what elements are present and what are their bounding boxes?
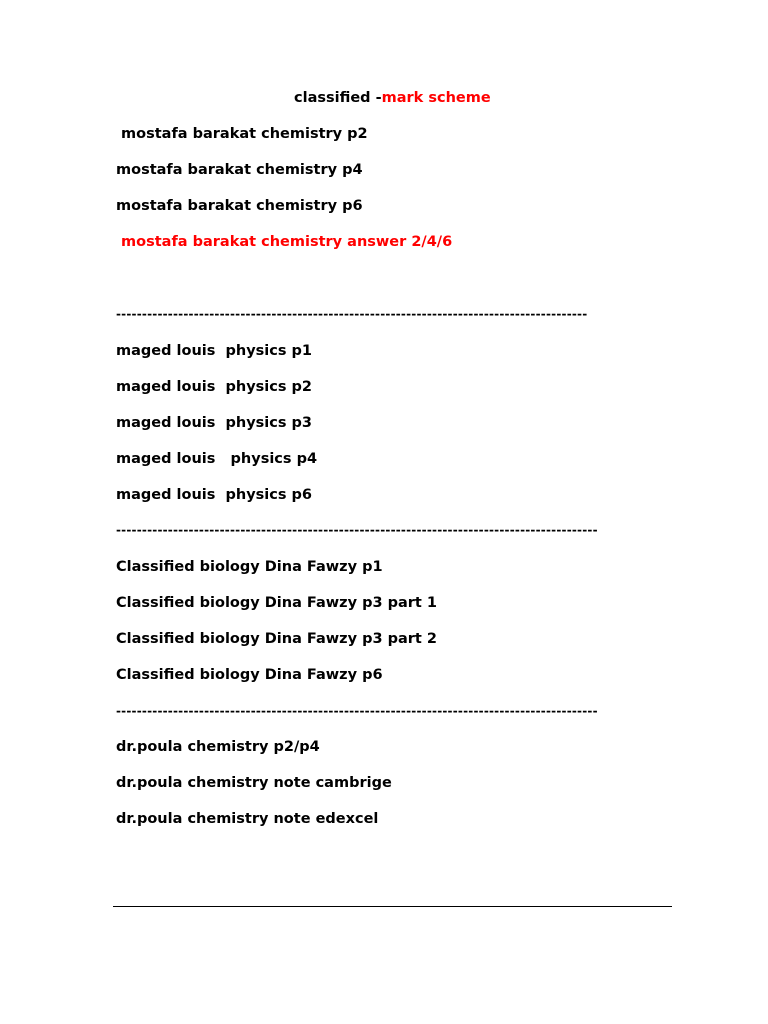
title-highlight: mark scheme	[381, 90, 491, 106]
footer-rule	[113, 906, 672, 907]
page-title	[294, 89, 491, 107]
list-item-louis-p1: maged louis physics p1	[116, 343, 312, 359]
list-item-fawzy-p3-part1: Classified biology Dina Fawzy p3 part 1	[116, 595, 437, 611]
list-item-barakat-p2: mostafa barakat chemistry p2	[116, 126, 368, 142]
list-item-barakat-answer: mostafa barakat chemistry answer 2/4/6	[116, 234, 453, 250]
list-item-poula-edexcel: dr.poula chemistry note edexcel	[116, 811, 379, 827]
list-item-louis-p2: maged louis physics p2	[116, 379, 312, 395]
section-divider: -------------------------------------------------------------------------------------------	[116, 307, 588, 321]
list-item-louis-p3: maged louis physics p3	[116, 415, 312, 431]
title-prefix: classified -	[294, 90, 382, 106]
list-item-poula-p2p4: dr.poula chemistry p2/p4	[116, 739, 320, 755]
section-divider: ---------------------------------------------------------------------------------------------	[116, 523, 598, 537]
list-item-barakat-p4: mostafa barakat chemistry p4	[116, 162, 363, 178]
list-item-fawzy-p6: Classified biology Dina Fawzy p6	[116, 667, 383, 683]
list-item-barakat-p6: mostafa barakat chemistry p6	[116, 198, 363, 214]
list-item-louis-p4: maged louis physics p4	[116, 451, 318, 467]
list-item-fawzy-p1: Classified biology Dina Fawzy p1	[116, 559, 383, 575]
list-item-louis-p6: maged louis physics p6	[116, 487, 312, 503]
list-item-fawzy-p3-part2: Classified biology Dina Fawzy p3 part 2	[116, 631, 437, 647]
list-item-poula-cambrige: dr.poula chemistry note cambrige	[116, 775, 392, 791]
section-divider: ---------------------------------------------------------------------------------------------	[116, 704, 598, 718]
